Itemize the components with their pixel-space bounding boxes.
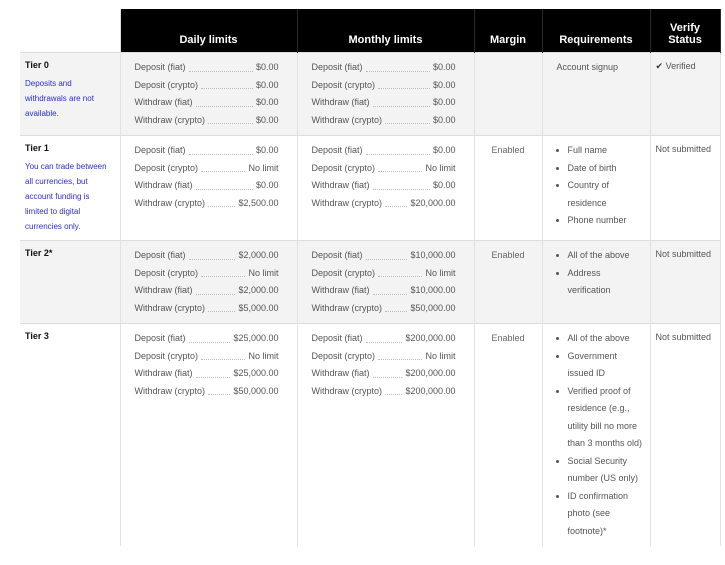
verify-status-cell bbox=[650, 324, 720, 547]
limit-label: Withdraw (fiat) bbox=[311, 180, 370, 190]
limit-row bbox=[312, 383, 456, 401]
dot-leader bbox=[196, 294, 236, 295]
limit-row bbox=[312, 330, 456, 348]
requirement-item: All of the above bbox=[565, 330, 645, 348]
dot-leader bbox=[196, 377, 231, 378]
limit-row bbox=[312, 94, 456, 112]
verify-status-cell bbox=[650, 136, 720, 241]
dot-leader bbox=[366, 154, 430, 155]
limit-value: $10,000.00 bbox=[410, 285, 456, 295]
limit-row bbox=[135, 160, 279, 178]
limit-value: $0.00 bbox=[432, 62, 456, 72]
limit-label: Withdraw (crypto) bbox=[311, 114, 383, 125]
dot-leader bbox=[208, 311, 235, 312]
tier-name: Tier 3 bbox=[25, 331, 49, 341]
dot-leader bbox=[189, 154, 253, 155]
requirement-item: Full name bbox=[565, 142, 645, 160]
verify-status-cell bbox=[650, 241, 720, 324]
tier-name: Tier 1 bbox=[25, 143, 49, 153]
limit-value: No limit bbox=[425, 162, 456, 173]
limit-row bbox=[135, 177, 279, 195]
status-text: Verified bbox=[665, 61, 696, 71]
limit-value: No limit bbox=[425, 267, 456, 278]
requirement-item: Verified proof of residence (e.g., utility bill no more than 3 months old) bbox=[565, 383, 645, 453]
margin-cell: Enabled bbox=[474, 324, 542, 547]
table-header-row bbox=[20, 9, 720, 53]
limit-value: $0.00 bbox=[255, 145, 279, 155]
header-monthly-limits: Monthly limits bbox=[297, 9, 474, 53]
limit-value: No limit bbox=[425, 350, 456, 361]
limit-label: Withdraw (fiat) bbox=[311, 285, 370, 295]
limit-row bbox=[135, 94, 279, 112]
requirement-item: Social Security number (US only) bbox=[565, 453, 645, 488]
dot-leader bbox=[189, 71, 253, 72]
limit-label: Withdraw (fiat) bbox=[134, 368, 193, 378]
verify-status-cell bbox=[650, 53, 720, 136]
header-daily-limits: Daily limits bbox=[120, 9, 297, 53]
limit-row bbox=[135, 59, 279, 77]
limit-row bbox=[312, 265, 456, 283]
limit-label: Deposit (fiat) bbox=[311, 62, 363, 72]
limit-label: Withdraw (crypto) bbox=[311, 302, 383, 313]
dot-leader bbox=[208, 123, 253, 124]
dot-leader bbox=[366, 342, 403, 343]
tier-note: You can trade between all currencies, but account funding is limited to digital currencies only. bbox=[25, 162, 107, 231]
dot-leader bbox=[385, 206, 407, 207]
dot-leader bbox=[366, 71, 430, 72]
dot-leader bbox=[201, 88, 253, 89]
limit-value: $10,000.00 bbox=[410, 250, 456, 260]
limit-label: Withdraw (fiat) bbox=[311, 97, 370, 107]
tier-limits-table bbox=[20, 9, 721, 546]
limit-row bbox=[312, 59, 456, 77]
status-text: Not submitted bbox=[655, 144, 712, 154]
limit-row bbox=[135, 247, 279, 265]
dot-leader bbox=[373, 106, 430, 107]
tier-name: Tier 0 bbox=[25, 60, 49, 70]
limit-value: $50,000.00 bbox=[410, 302, 456, 313]
limit-value: $0.00 bbox=[432, 79, 456, 90]
limit-row bbox=[312, 282, 456, 300]
daily-limits-cell bbox=[120, 136, 297, 241]
dot-leader bbox=[385, 394, 402, 395]
limit-label: Deposit (crypto) bbox=[311, 267, 376, 278]
tier-cell bbox=[20, 136, 120, 241]
limit-value: No limit bbox=[248, 350, 279, 361]
limit-value: $25,000.00 bbox=[233, 368, 279, 378]
limit-label: Deposit (crypto) bbox=[311, 162, 376, 173]
requirements-list bbox=[553, 142, 645, 230]
requirements-cell bbox=[542, 324, 650, 547]
limit-row bbox=[312, 195, 456, 213]
limit-label: Withdraw (fiat) bbox=[311, 368, 370, 378]
header-tier bbox=[20, 9, 120, 53]
limit-row bbox=[135, 383, 279, 401]
margin-cell bbox=[474, 53, 542, 136]
dot-leader bbox=[385, 123, 430, 124]
limit-label: Deposit (fiat) bbox=[311, 250, 363, 260]
requirement-item: Country of residence bbox=[565, 177, 645, 212]
limit-value: No limit bbox=[248, 267, 279, 278]
dot-leader bbox=[373, 294, 408, 295]
limit-value: $0.00 bbox=[255, 79, 279, 90]
limit-value: $25,000.00 bbox=[233, 333, 279, 343]
limit-row bbox=[312, 365, 456, 383]
status-text: Not submitted bbox=[655, 249, 712, 259]
dot-leader bbox=[378, 359, 422, 360]
limit-label: Deposit (crypto) bbox=[134, 350, 199, 361]
limit-row bbox=[135, 195, 279, 213]
limit-label: Deposit (crypto) bbox=[311, 350, 376, 361]
limit-value: $50,000.00 bbox=[233, 385, 279, 396]
requirements-list bbox=[553, 247, 645, 300]
limit-row bbox=[312, 77, 456, 95]
limit-row bbox=[312, 112, 456, 130]
margin-cell: Enabled bbox=[474, 241, 542, 324]
limit-row bbox=[135, 142, 279, 160]
tier-name: Tier 2* bbox=[25, 248, 53, 258]
limit-value: $0.00 bbox=[432, 145, 456, 155]
tier-row-3 bbox=[20, 324, 720, 547]
tier-row-0 bbox=[20, 53, 720, 136]
limit-label: Deposit (crypto) bbox=[134, 267, 199, 278]
limit-value: $0.00 bbox=[255, 180, 279, 190]
dot-leader bbox=[196, 106, 253, 107]
limit-value: $200,000.00 bbox=[405, 368, 456, 378]
limit-row bbox=[135, 282, 279, 300]
tier-cell bbox=[20, 53, 120, 136]
limit-row bbox=[312, 142, 456, 160]
limit-label: Deposit (fiat) bbox=[134, 250, 186, 260]
limit-value: $2,000.00 bbox=[238, 250, 279, 260]
monthly-limits-cell bbox=[297, 324, 474, 547]
limit-row bbox=[312, 247, 456, 265]
limit-value: $0.00 bbox=[432, 114, 456, 125]
limit-row bbox=[135, 330, 279, 348]
limit-label: Withdraw (crypto) bbox=[134, 197, 206, 208]
requirements-cell bbox=[542, 136, 650, 241]
limit-row bbox=[135, 348, 279, 366]
limit-label: Withdraw (fiat) bbox=[134, 285, 193, 295]
header-requirements: Requirements bbox=[542, 9, 650, 53]
limit-label: Withdraw (crypto) bbox=[134, 302, 206, 313]
limit-label: Withdraw (crypto) bbox=[311, 197, 383, 208]
dot-leader bbox=[201, 276, 245, 277]
limit-label: Deposit (fiat) bbox=[134, 62, 186, 72]
limit-label: Deposit (crypto) bbox=[134, 79, 199, 90]
limit-label: Withdraw (crypto) bbox=[134, 114, 206, 125]
dot-leader bbox=[196, 189, 253, 190]
dot-leader bbox=[201, 171, 245, 172]
limit-row bbox=[135, 365, 279, 383]
limit-value: $20,000.00 bbox=[410, 197, 456, 208]
dot-leader bbox=[201, 359, 245, 360]
limit-value: $200,000.00 bbox=[405, 333, 456, 343]
limit-value: $0.00 bbox=[255, 114, 279, 125]
limit-label: Withdraw (crypto) bbox=[134, 385, 206, 396]
limit-row bbox=[312, 177, 456, 195]
monthly-limits-cell bbox=[297, 241, 474, 324]
requirement-item: Phone number bbox=[565, 212, 645, 230]
limit-label: Withdraw (fiat) bbox=[134, 97, 193, 107]
dot-leader bbox=[189, 259, 236, 260]
limit-value: $0.00 bbox=[255, 97, 279, 107]
dot-leader bbox=[373, 377, 403, 378]
limit-value: $0.00 bbox=[432, 180, 456, 190]
limit-value: $200,000.00 bbox=[405, 385, 456, 396]
dot-leader bbox=[378, 276, 422, 277]
tier-row-2 bbox=[20, 241, 720, 324]
requirement-text: Account signup bbox=[556, 62, 619, 72]
status-text: Not submitted bbox=[655, 332, 712, 342]
limit-value: $0.00 bbox=[255, 62, 279, 72]
limit-value: $0.00 bbox=[432, 97, 456, 107]
limit-row bbox=[312, 348, 456, 366]
tier-cell bbox=[20, 241, 120, 324]
limit-label: Deposit (crypto) bbox=[311, 79, 376, 90]
limit-row bbox=[135, 112, 279, 130]
limit-label: Withdraw (fiat) bbox=[134, 180, 193, 190]
limit-label: Deposit (crypto) bbox=[134, 162, 199, 173]
requirements-cell bbox=[542, 241, 650, 324]
requirement-item: Date of birth bbox=[565, 160, 645, 178]
limit-row bbox=[312, 160, 456, 178]
requirement-item: All of the above bbox=[565, 247, 645, 265]
limit-label: Deposit (fiat) bbox=[134, 145, 186, 155]
monthly-limits-cell bbox=[297, 136, 474, 241]
limit-value: No limit bbox=[248, 162, 279, 173]
requirements-list bbox=[553, 330, 645, 540]
margin-cell: Enabled bbox=[474, 136, 542, 241]
dot-leader bbox=[378, 171, 422, 172]
dot-leader bbox=[373, 189, 430, 190]
requirement-item: ID confirmation photo (see footnote)* bbox=[565, 488, 645, 541]
limit-value: $5,000.00 bbox=[238, 302, 279, 313]
requirement-item: Address verification bbox=[565, 265, 645, 300]
limit-value: $2,500.00 bbox=[238, 197, 279, 208]
daily-limits-cell bbox=[120, 241, 297, 324]
limit-label: Deposit (fiat) bbox=[311, 145, 363, 155]
limit-value: $2,000.00 bbox=[238, 285, 279, 295]
tier-row-1 bbox=[20, 136, 720, 241]
daily-limits-cell bbox=[120, 53, 297, 136]
dot-leader bbox=[378, 88, 430, 89]
limit-row bbox=[135, 77, 279, 95]
header-verify-status: Verify Status bbox=[650, 9, 720, 53]
dot-leader bbox=[366, 259, 408, 260]
daily-limits-cell bbox=[120, 324, 297, 547]
limit-label: Deposit (fiat) bbox=[134, 333, 186, 343]
monthly-limits-cell bbox=[297, 53, 474, 136]
dot-leader bbox=[385, 311, 407, 312]
tier-note: Deposits and withdrawals are not available. bbox=[25, 79, 94, 118]
limit-row bbox=[312, 300, 456, 318]
requirement-item: Government issued ID bbox=[565, 348, 645, 383]
requirements-cell bbox=[542, 53, 650, 136]
dot-leader bbox=[189, 342, 231, 343]
tier-cell bbox=[20, 324, 120, 547]
limit-row bbox=[135, 300, 279, 318]
checkmark-icon: ✔ bbox=[655, 61, 664, 71]
header-margin: Margin bbox=[474, 9, 542, 53]
limit-label: Deposit (fiat) bbox=[311, 333, 363, 343]
dot-leader bbox=[208, 206, 235, 207]
limit-row bbox=[135, 265, 279, 283]
limit-label: Withdraw (crypto) bbox=[311, 385, 383, 396]
dot-leader bbox=[208, 394, 230, 395]
